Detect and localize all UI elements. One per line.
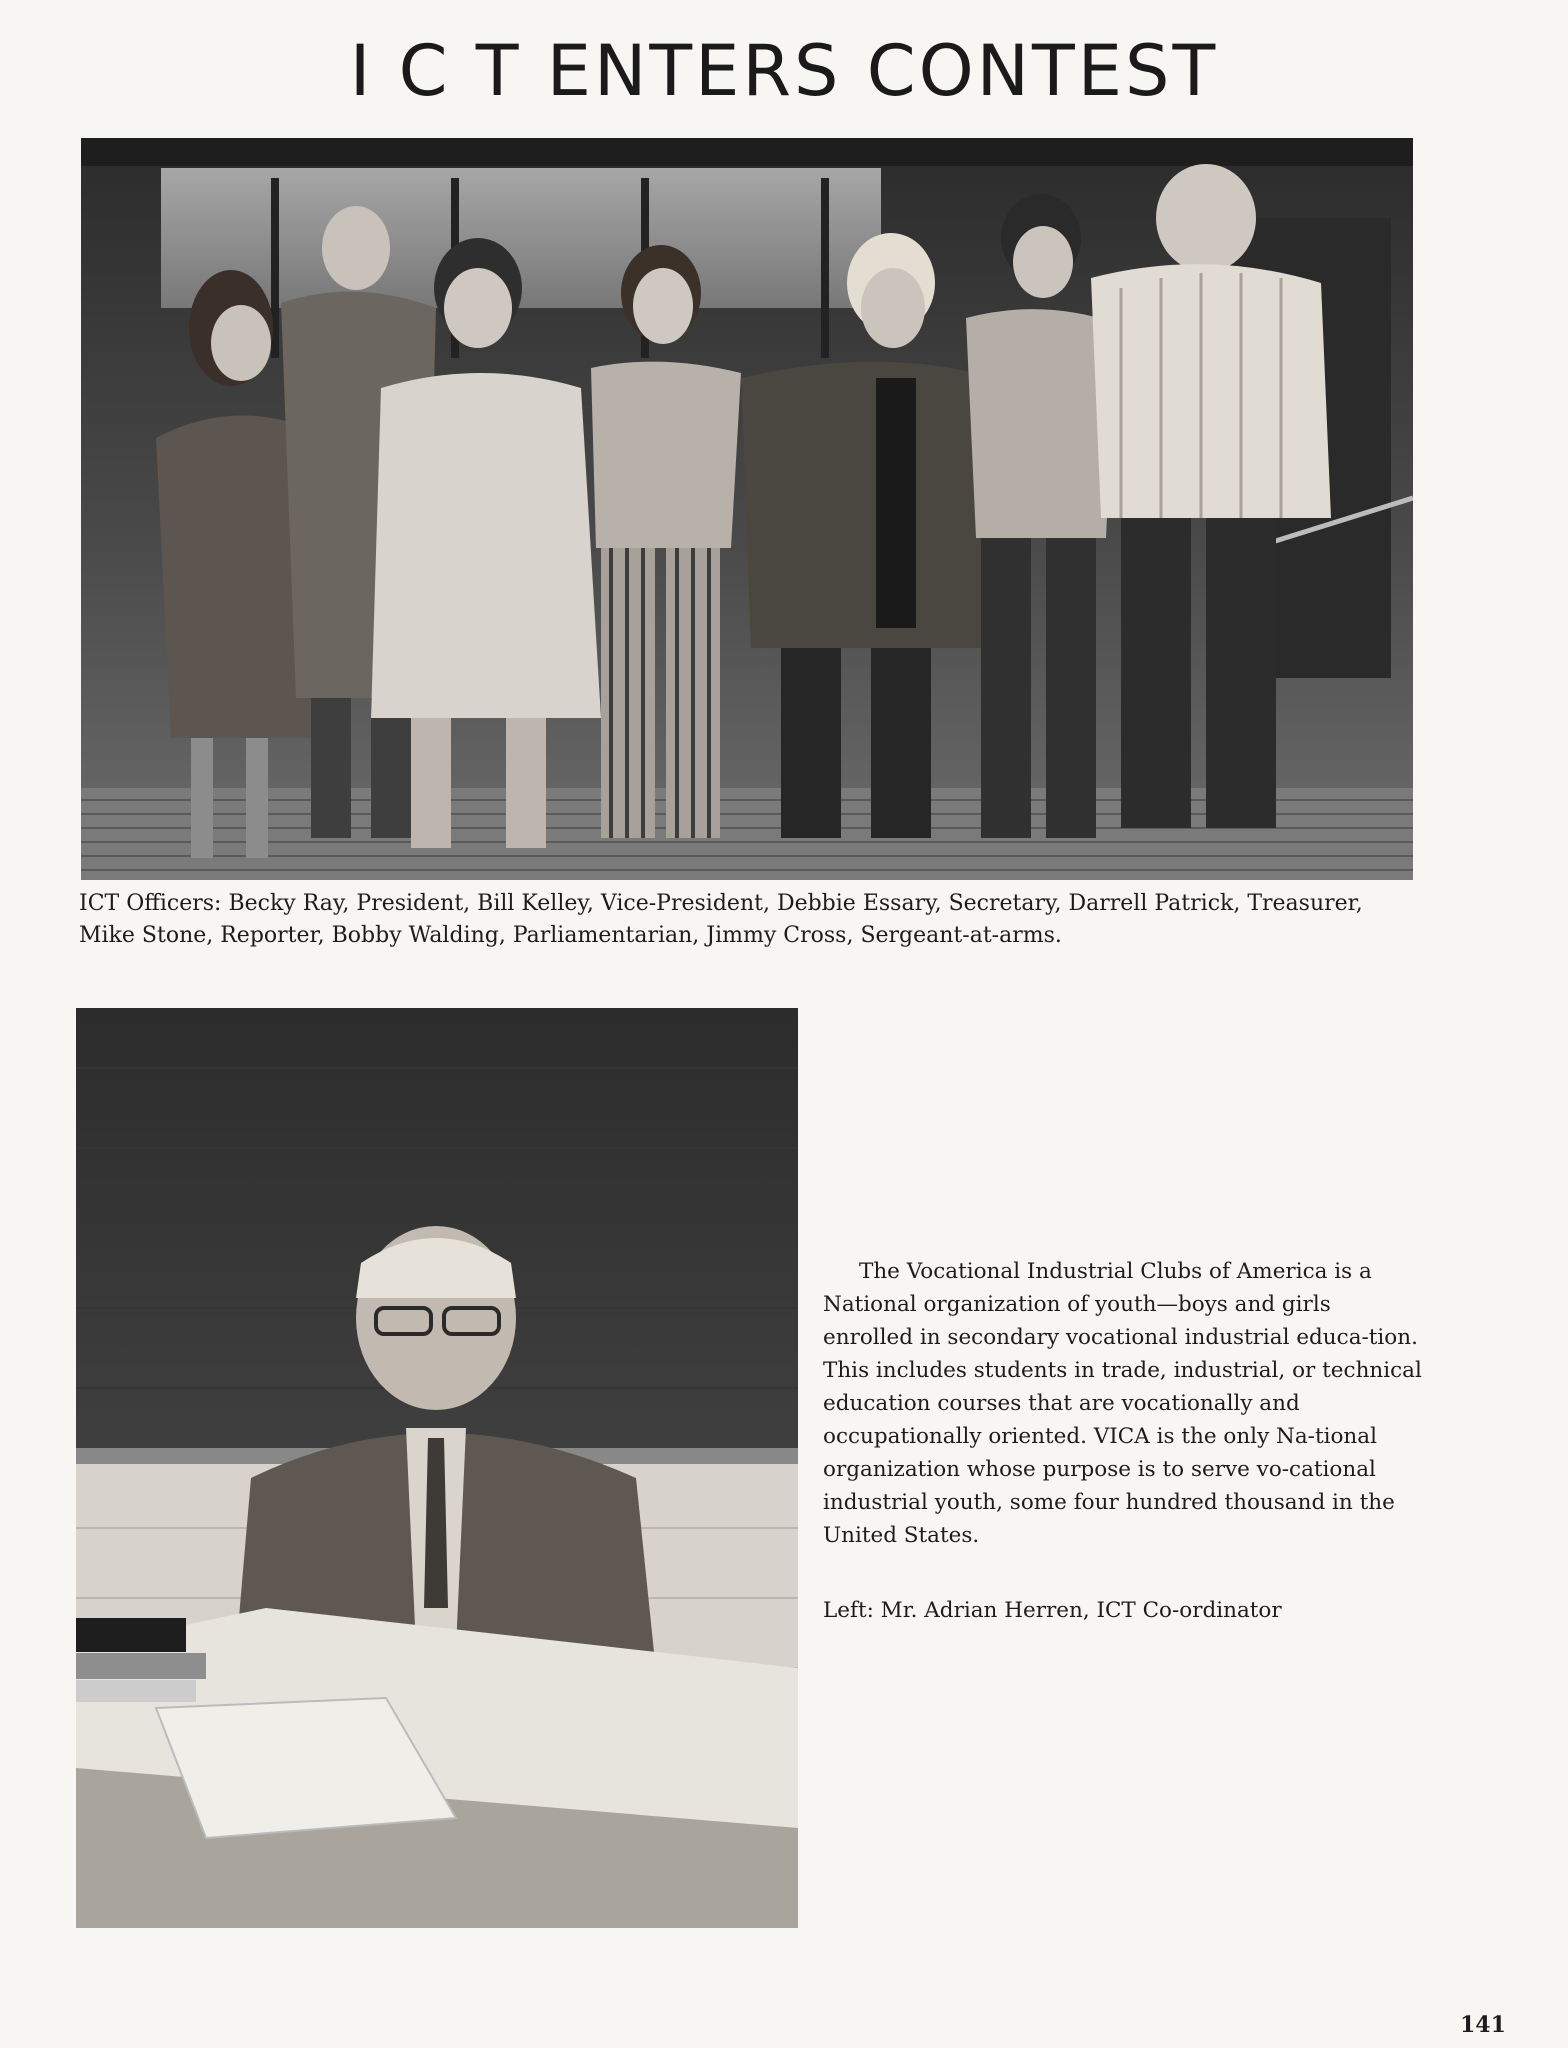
page-number: 141 (1460, 2012, 1506, 2038)
coordinator-photo-illustration (76, 1008, 798, 1928)
coordinator-caption: Left: Mr. Adrian Herren, ICT Co-ordinator (823, 1598, 1282, 1623)
officers-photo-illustration (81, 138, 1413, 880)
officers-caption: ICT Officers: Becky Ray, President, Bill Kelley, Vice-President, Debbie Essary, Secretary, Darrell Patrick, Treasurer, Mike Stone, Reporter, Bobby Walding, Parliamentarian, Jimmy Cross, Sergeant-at-arms. (79, 891, 1363, 948)
vica-description (823, 1255, 1423, 1552)
coordinator-photo (76, 1008, 798, 1928)
page-title: I C T ENTERS CONTEST (349, 30, 1219, 112)
vica-paragraph: The Vocational Industrial Clubs of America is a National organization of youth—boys and girls enrolled in secondary vocational industrial educa-tion. This includes students in trade, industrial, or technical education courses that are vocationally and occupationally oriented. VICA is the only Na-tional organization whose purpose is to serve vo-cational industrial youth, some four hundred thousand in the United States. (823, 1259, 1422, 1548)
officers-group-photo (81, 138, 1413, 880)
